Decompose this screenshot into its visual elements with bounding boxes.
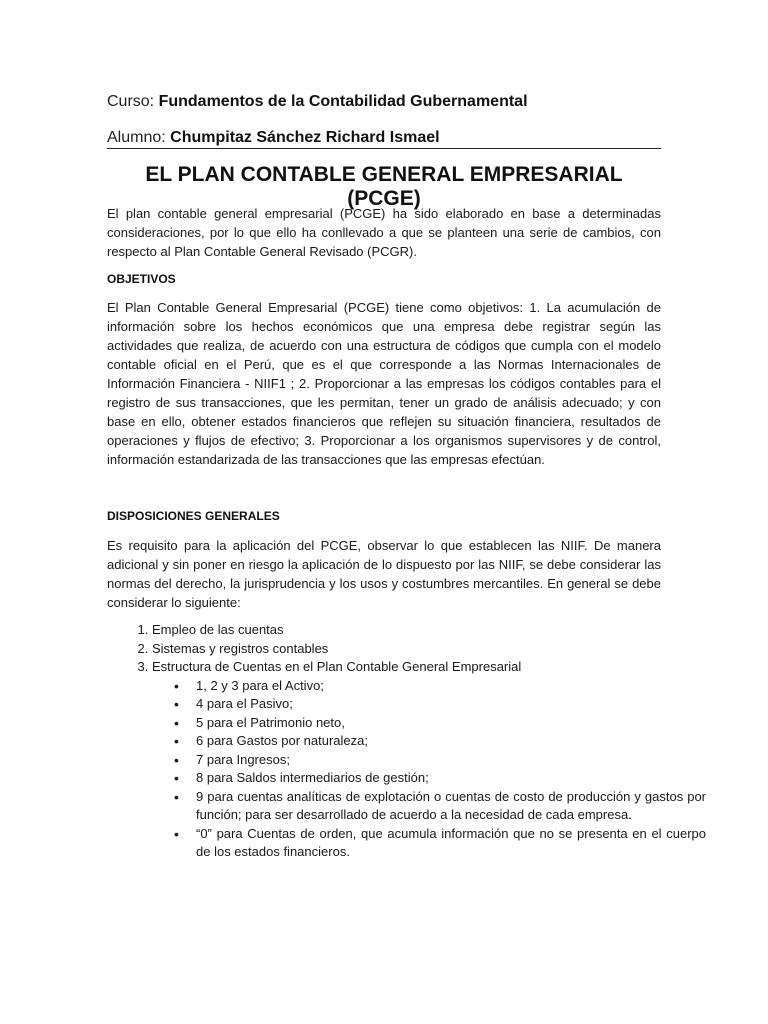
general-heading: DISPOSICIONES GENERALES	[107, 509, 280, 523]
student-line	[107, 129, 440, 147]
general-paragraph: Es requisito para la aplicación del PCGE, observar lo que establecen las NIIF. De manera adicional y sin poner en riesgo la aplicación de lo dispuesto por las NIIF, se debe considerar las normas del derecho, la jurisprudencia y los usos y costumbres mercantiles. En general se debe considerar lo siguiente:	[107, 538, 661, 610]
course-line	[107, 93, 528, 111]
list-item-label: Estructura de Cuentas en el Plan Contable General Empresarial	[152, 659, 522, 674]
header-divider	[107, 148, 661, 149]
objectives-heading: OBJETIVOS	[107, 272, 176, 286]
student-label: Alumno:	[107, 129, 166, 146]
document-title: EL PLAN CONTABLE GENERAL EMPRESARIAL (PCGE)	[145, 163, 623, 210]
course-value: Fundamentos de la Contabilidad Gubernamental	[158, 93, 528, 110]
bullet-item: • 6 para Gastos por naturaleza;	[196, 732, 706, 751]
bullet-item: • 9 para cuentas analíticas de explotación o cuentas de costo de producción y gastos por función; para ser desarrollado de acuerdo a la necesidad de cada empresa.	[196, 788, 706, 825]
bullet-item: • 1, 2 y 3 para el Activo;	[196, 677, 706, 696]
bullet-item: • “0” para Cuentas de orden, que acumula información que no se presenta en el cuerpo de los estados financieros.	[196, 825, 706, 862]
bullet-item: • 4 para el Pasivo;	[196, 695, 706, 714]
list-item: 1. Empleo de las cuentas	[152, 621, 706, 640]
bullet-item: • 7 para Ingresos;	[196, 751, 706, 770]
list-item: 2. Sistemas y registros contables	[152, 640, 706, 659]
student-value: Chumpitaz Sánchez Richard Ismael	[170, 129, 440, 146]
list-item	[152, 658, 706, 862]
objectives-paragraph: El Plan Contable General Empresarial (PCGE) tiene como objetivos: 1. La acumulación de información sobre los hechos económicos que una empresa debe registrar según las actividades que realiza, de acuerdo con una estructura de códigos que cumpla con el modelo contable oficial en el Perú, que es el que corresponde a las Normas Internacionales de Información Financiera - NIIF1 ; 2. Proporcionar a las empresas los códigos contables para el registro de sus transacciones, que les permitan, tener un grado de análisis adecuado; y con base en ello, obtener estados financieros que reflejen su situación financiera, resultados de operaciones y flujos de efectivo; 3. Proporcionar a los organismos supervisores y de control, información estandarizada de las transacciones que las empresas efectúan.	[107, 300, 661, 467]
bullet-item: • 5 para el Patrimonio neto,	[196, 714, 706, 733]
intro-paragraph: El plan contable general empresarial (PCGE) ha sido elaborado en base a determinadas consideraciones, por lo que ello ha conllevado a que se planteen una serie de cambios, con respecto al Plan Contable General Revisado (PCGR).	[107, 206, 661, 259]
course-label: Curso:	[107, 93, 155, 110]
account-structure-list	[152, 677, 706, 862]
bullet-item: • 8 para Saldos intermediarios de gestión;	[196, 769, 706, 788]
general-items-list	[107, 621, 706, 862]
